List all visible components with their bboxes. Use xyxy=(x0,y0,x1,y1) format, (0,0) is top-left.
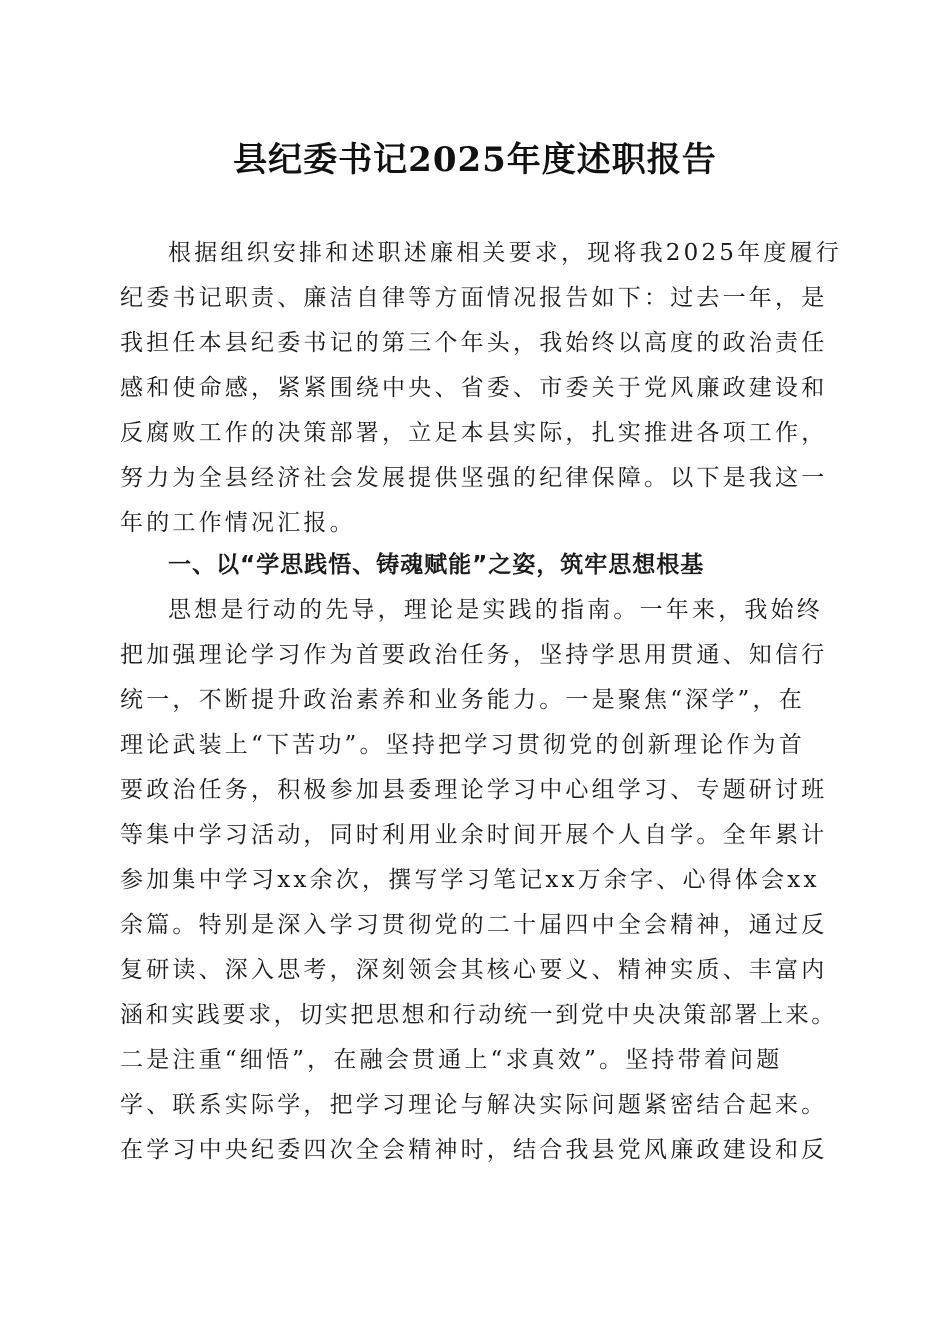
paragraph-line: 反腐败工作的决策部署，立足本县实际，扎实推进各项工作， xyxy=(120,420,828,446)
paragraph-line: 思想是行动的先导，理论是实践的指南。一年来，我始终 xyxy=(168,597,823,623)
paragraph-line: 努力为全县经济社会发展提供坚强的纪律保障。以下是我这一 xyxy=(120,465,828,491)
paragraph-line: 感和使命感，紧紧围绕中央、省委、市委关于党风廉政建设和 xyxy=(120,375,828,401)
paragraph-line: 统一，不断提升政治素养和业务能力。一是聚焦“深学”，在 xyxy=(120,687,805,713)
section-heading: 一、以“学思践悟、铸魂赋能”之姿，筑牢思想根基 xyxy=(168,552,705,578)
paragraph-line: 纪委书记职责、廉洁自律等方面情况报告如下：过去一年，是 xyxy=(120,285,828,311)
paragraph-line: 参加集中学习xx余次，撰写学习笔记xx万余字、心得体会xx xyxy=(120,867,820,893)
paragraph-line: 复研读、深入思考，深刻领会其核心要义、精神实质、丰富内 xyxy=(120,957,828,983)
paragraph-line: 余篇。特别是深入学习贯彻党的二十届四中全会精神，通过反 xyxy=(120,912,828,938)
paragraph-line: 要政治任务，积极参加县委理论学习中心组学习、专题研讨班 xyxy=(120,777,828,803)
paragraph-line: 二是注重“细悟”，在融会贯通上“求真效”。坚持带着问题 xyxy=(120,1047,783,1073)
paragraph-line: 涵和实践要求，切实把思想和行动统一到党中央决策部署上来。 xyxy=(120,1002,837,1028)
paragraph-line: 理论武装上“下苦功”。坚持把学习贯彻党的创新理论作为首 xyxy=(120,732,805,758)
paragraph-line: 年的工作情况汇报。 xyxy=(120,510,356,536)
paragraph-line: 根据组织安排和述职述廉相关要求，现将我2025年度履行 xyxy=(168,240,842,266)
paragraph-line: 把加强理论学习作为首要政治任务，坚持学思用贯通、知信行 xyxy=(120,642,828,668)
paragraph-line: 学、联系实际学，把学习理论与解决实际问题紧密结合起来。 xyxy=(120,1092,828,1118)
paragraph-line: 等集中学习活动，同时利用业余时间开展个人自学。全年累计 xyxy=(120,822,828,848)
document-title: 县纪委书记2025年度述职报告 xyxy=(233,140,717,180)
paragraph-line: 我担任本县纪委书记的第三个年头，我始终以高度的政治责任 xyxy=(120,330,828,356)
paragraph-line: 在学习中央纪委四次全会精神时，结合我县党风廉政建设和反 xyxy=(120,1137,828,1163)
